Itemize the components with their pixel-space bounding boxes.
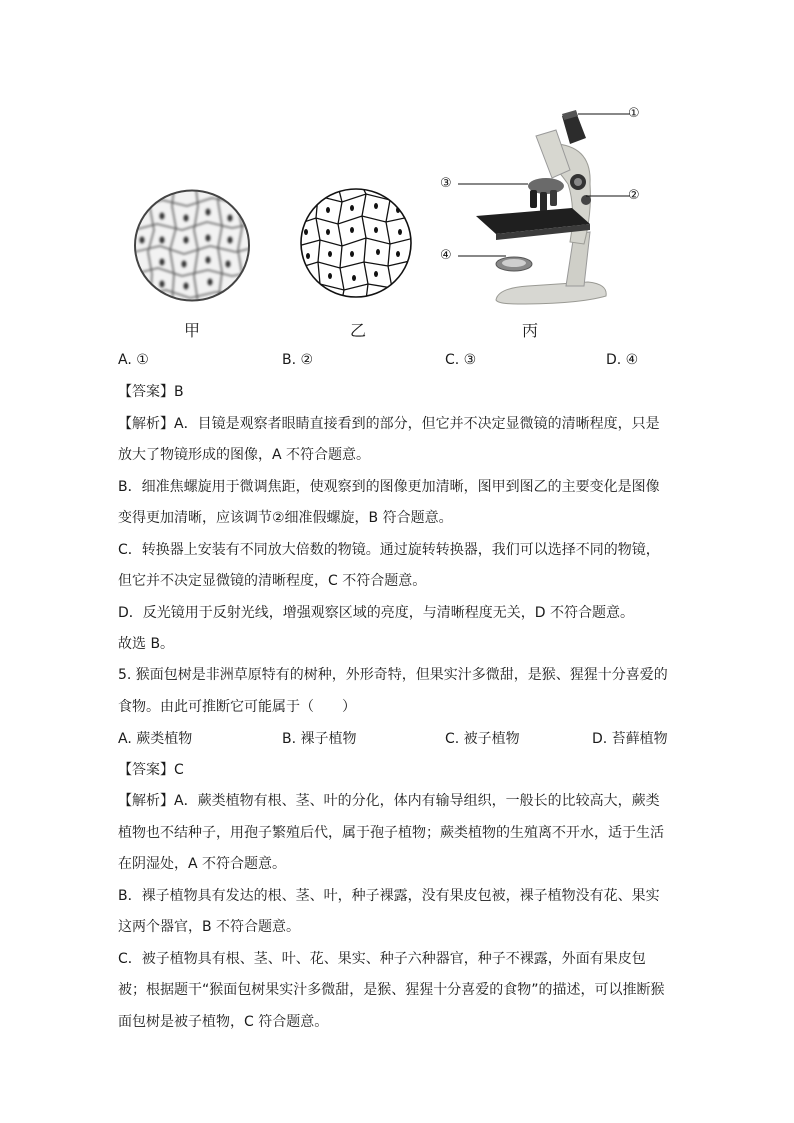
figure-row (118, 100, 678, 345)
caption-yi: 乙 (349, 321, 366, 340)
q4-analysis-line: 但它并不决定显微镜的清晰程度，C 不符合题意。 (118, 573, 427, 589)
q4-option-d: D. ④ (606, 352, 639, 368)
callout-2: ② (628, 188, 640, 203)
q4-option-a: A. ① (118, 352, 149, 368)
q5-analysis-line: 这两个器官，B 不符合题意。 (118, 919, 301, 935)
callout-lines (458, 104, 678, 309)
q5-analysis-line: C．被子植物具有根、茎、叶、花、果实、种子六种器官，种子不裸露，外面有果皮包 (118, 951, 646, 967)
blurry-cells-image (132, 188, 252, 303)
q4-option-b: B. ② (282, 352, 314, 368)
q5-option-c: C. 被子植物 (445, 731, 520, 747)
q5-analysis-line: 【解析】A．蕨类植物有根、茎、叶的分化，体内有输导组织，一般长的比较高大，蕨类 (118, 793, 660, 809)
q4-analysis-line: 变得更加清晰，应该调节②细准假螺旋，B 符合题意。 (118, 510, 453, 526)
q4-analysis-line: D．反光镜用于反射光线，增强观察区域的亮度，与清晰程度无关，D 不符合题意。 (118, 605, 635, 621)
q5-analysis-line: 在阴湿处，A 不符合题意。 (118, 856, 287, 872)
q4-answer: 【答案】B (118, 384, 184, 400)
caption-jia: 甲 (183, 321, 200, 340)
callout-4: ④ (440, 248, 452, 263)
q5-stem-line: 食物。由此可推断它可能属于（ ） (118, 699, 356, 715)
q4-analysis-line: 放大了物镜形成的图像，A 不符合题意。 (118, 447, 371, 463)
q4-analysis-line: 【解析】A．目镜是观察者眼睛直接看到的部分，但它并不决定显微镜的清晰程度，只是 (118, 416, 660, 432)
q5-option-b: B. 裸子植物 (282, 731, 357, 747)
callout-3: ③ (440, 176, 452, 191)
q5-analysis-line: 被；根据题干“猴面包树果实汁多微甜，是猴、猩猩十分喜爱的食物”的描述，可以推断猴 (118, 982, 665, 998)
q5-analysis-line: 植物也不结种子，用孢子繁殖后代，属于孢子植物；蕨类植物的生殖离不开水，适于生活 (118, 825, 664, 841)
q4-conclusion: 故选 B。 (118, 636, 175, 652)
q4-analysis-line: B．细准焦螺旋用于微调焦距，使观察到的图像更加清晰，图甲到图乙的主要变化是图像 (118, 479, 660, 495)
q4-option-c: C. ③ (445, 352, 477, 368)
q5-analysis-line: 面包树是被子植物，C 符合题意。 (118, 1014, 329, 1030)
q5-stem-line: 5. 猴面包树是非洲草原特有的树种，外形奇特，但果实汁多微甜，是猴、猩猩十分喜爱的 (118, 667, 668, 683)
q5-option-d: D. 苔藓植物 (592, 731, 668, 747)
q4-analysis-line: C．转换器上安装有不同放大倍数的物镜。通过旋转转换器，我们可以选择不同的物镜， (118, 542, 660, 558)
caption-bing: 丙 (521, 321, 538, 340)
q5-answer: 【答案】C (118, 762, 184, 778)
q5-option-a: A. 蕨类植物 (118, 731, 193, 747)
clear-cells-image (298, 186, 414, 300)
q5-analysis-line: B．裸子植物具有发达的根、茎、叶，种子裸露，没有果皮包被，裸子植物没有花、果实 (118, 888, 660, 904)
callout-1: ① (628, 106, 640, 121)
